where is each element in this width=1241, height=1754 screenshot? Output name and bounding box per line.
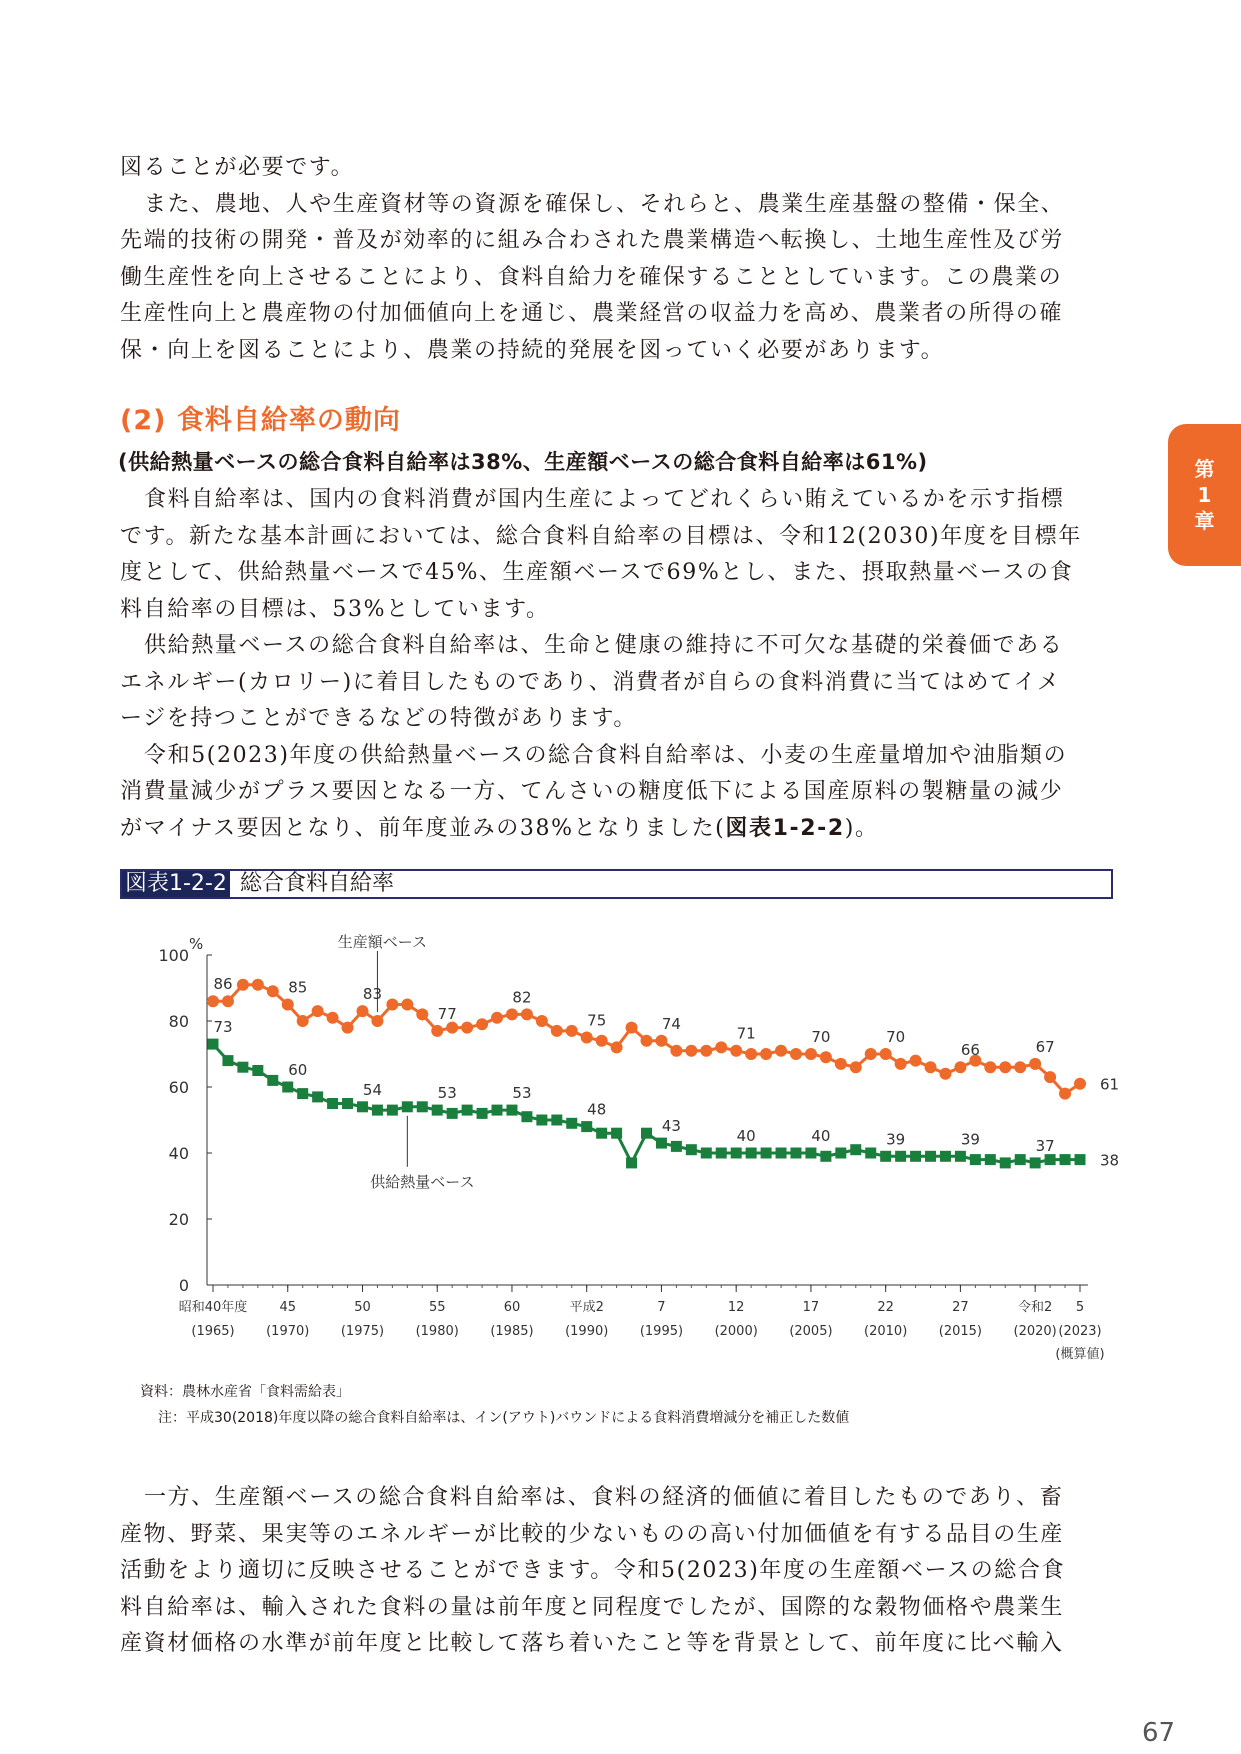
data-point <box>506 1105 517 1116</box>
data-point <box>416 1008 428 1020</box>
data-label: 39 <box>960 1130 980 1149</box>
data-point <box>536 1015 548 1027</box>
data-point <box>954 1061 966 1073</box>
x-tick-label: (1975) <box>340 1324 385 1339</box>
data-point <box>551 1025 563 1037</box>
x-tick-label: 27 <box>952 1300 969 1315</box>
data-point <box>237 979 249 991</box>
data-point <box>746 1148 757 1159</box>
data-point <box>327 1012 339 1024</box>
data-point <box>357 1101 368 1112</box>
series-annotation: 生産額ベース <box>337 933 428 951</box>
x-tick-label: 45 <box>279 1300 297 1315</box>
data-label: 66 <box>960 1041 980 1060</box>
source-note: 資料：農林水産省「食料需給表」 <box>140 1384 350 1400</box>
x-tick-label: (1970) <box>266 1324 310 1339</box>
data-point <box>566 1025 578 1037</box>
data-point <box>970 1154 981 1165</box>
data-point <box>671 1141 682 1152</box>
data-label: 61 <box>1100 1075 1120 1094</box>
text-line: 消費量減少がプラス要因となる一方、てんさいの糖度低下による国産原料の製糖量の減少 <box>120 779 1064 804</box>
y-tick-label: 100 <box>158 946 189 965</box>
x-tick-label: 5 <box>1075 1300 1085 1315</box>
x-tick-label: (1985) <box>490 1324 534 1339</box>
data-label: 38 <box>1100 1151 1120 1170</box>
text-line: がマイナス要因となり、前年度並みの38%となりました(図表1-2-2)。 <box>120 815 879 841</box>
data-point <box>760 1048 772 1060</box>
data-point <box>581 1121 592 1132</box>
data-label: 82 <box>512 988 532 1007</box>
data-point <box>925 1061 937 1073</box>
data-point <box>312 1091 323 1102</box>
chart-axes <box>158 935 1104 1362</box>
data-point <box>297 1015 309 1027</box>
data-point <box>417 1101 428 1112</box>
chart-series <box>207 979 1086 1169</box>
x-tick-label: (2005) <box>789 1324 833 1339</box>
data-point <box>835 1148 846 1159</box>
x-tick-label: 7 <box>657 1300 666 1315</box>
text-line: 供給熱量ベースの総合食料自給率は、生命と健康の維持に不可欠な基礎的栄養価である <box>144 633 1064 658</box>
data-point <box>356 1005 368 1017</box>
data-point <box>700 1045 712 1057</box>
data-point <box>865 1048 877 1060</box>
section-title: (2) 食料自給率の動向 <box>120 405 401 436</box>
data-point <box>670 1045 682 1057</box>
data-point <box>850 1061 862 1073</box>
data-point <box>865 1148 876 1159</box>
data-point <box>910 1151 921 1162</box>
text-line: です。新たな基本計画においては、総合食料自給率の目標は、令和12(2030)年度を目標年 <box>120 523 1082 549</box>
data-point <box>551 1115 562 1126</box>
x-tick-label: (2010) <box>864 1324 908 1339</box>
data-point <box>461 1022 473 1034</box>
data-point <box>267 985 279 997</box>
x-tick-label: 55 <box>428 1300 446 1315</box>
x-tick-label: 50 <box>354 1300 371 1315</box>
x-tick-label: (2020) <box>1013 1324 1057 1339</box>
data-point <box>252 1065 263 1076</box>
closing-paragraph <box>120 1480 1105 1663</box>
data-label: 40 <box>811 1127 831 1145</box>
data-point <box>895 1151 906 1162</box>
chapter-tab-char: 第 <box>1194 457 1215 481</box>
data-point <box>222 995 234 1007</box>
data-label: 39 <box>886 1130 906 1149</box>
text-line: ージを持つことができるなどの特徴があります。 <box>120 706 638 731</box>
intro-paragraph <box>120 150 1105 369</box>
data-label: 60 <box>288 1061 308 1079</box>
data-point <box>222 1055 233 1066</box>
data-point <box>776 1148 787 1159</box>
x-tick-label: (1990) <box>565 1324 609 1339</box>
x-tick-label: 昭和40年度 <box>178 1300 248 1315</box>
data-point <box>716 1148 727 1159</box>
data-point <box>372 1105 383 1116</box>
x-tick-label: 12 <box>727 1300 745 1315</box>
text-line: エネルギー(カロリー)に着目したものであり、消費者が自らの食料消費に当てはめてイメ <box>120 669 1061 695</box>
data-point <box>820 1051 832 1063</box>
data-point <box>940 1151 951 1162</box>
chapter-tab-char: 1 <box>1197 483 1212 507</box>
data-point <box>1014 1061 1026 1073</box>
data-point <box>342 1098 353 1109</box>
data-point <box>985 1154 996 1165</box>
data-label: 70 <box>886 1028 906 1046</box>
data-point <box>820 1151 831 1162</box>
x-tick-label: (1980) <box>415 1324 459 1339</box>
data-point <box>895 1058 907 1070</box>
x-tick-label: 平成2 <box>569 1300 604 1315</box>
text-line: 産物、野菜、果実等のエネルギーが比較的少ないものの高い付加価値を有する品目の生産 <box>120 1521 1065 1547</box>
x-tick-label: (2023) <box>1058 1324 1102 1339</box>
data-point <box>267 1075 278 1086</box>
data-point <box>1074 1078 1086 1090</box>
body-paragraph <box>120 482 1105 847</box>
data-point <box>312 1005 324 1017</box>
data-point <box>342 1022 354 1034</box>
data-point <box>910 1055 922 1067</box>
data-point <box>447 1108 458 1119</box>
x-tick-label: 60 <box>503 1300 521 1315</box>
data-point <box>939 1068 951 1080</box>
data-point <box>1045 1154 1056 1165</box>
data-point <box>491 1012 503 1024</box>
data-point <box>880 1151 891 1162</box>
data-point <box>999 1061 1011 1073</box>
data-point <box>431 1025 443 1037</box>
x-tick-label: (1995) <box>639 1324 684 1339</box>
data-point <box>566 1118 577 1129</box>
data-point <box>641 1035 653 1047</box>
data-point <box>536 1115 547 1126</box>
text-line: 働生産性を向上させることにより、食料自給力を確保することとしています。この農業の <box>120 264 1063 290</box>
data-point <box>521 1008 533 1020</box>
x-tick-label: 令和2 <box>1018 1300 1053 1315</box>
figure-header <box>120 869 1113 899</box>
data-label: 75 <box>587 1011 607 1030</box>
data-point <box>611 1128 622 1139</box>
data-point <box>761 1148 772 1159</box>
data-point <box>207 995 219 1007</box>
data-point <box>805 1148 816 1159</box>
data-point <box>626 1022 638 1034</box>
x-tick-label: (概算値) <box>1055 1347 1105 1362</box>
data-label: 40 <box>736 1127 756 1145</box>
data-label: 71 <box>736 1024 756 1043</box>
data-point <box>686 1144 697 1155</box>
data-point <box>596 1035 608 1047</box>
text-line: 生産性向上と農産物の付加価値向上を通じ、農業経営の収益力を高め、農業者の所得の確 <box>120 301 1064 326</box>
data-point <box>790 1148 801 1159</box>
data-point <box>581 1032 593 1044</box>
data-point <box>402 1101 413 1112</box>
text-line: 食料自給率は、国内の食料消費が国内生産によってどれくらい賄えているかを示す指標 <box>144 487 1065 512</box>
data-point <box>984 1061 996 1073</box>
figure-label: 図表1-2-2 <box>122 871 230 897</box>
text-line: 保・向上を図ることにより、農業の持続的発展を図っていく必要があります。 <box>120 337 945 363</box>
y-axis-unit: % <box>189 935 204 953</box>
data-point <box>850 1144 861 1155</box>
page-number: 67 <box>1142 1718 1176 1748</box>
chart-labels <box>213 933 1119 1191</box>
data-point <box>462 1105 473 1116</box>
self-sufficiency-chart <box>120 920 1120 1370</box>
text-line: 料自給率の目標は、53%としています。 <box>120 596 550 622</box>
data-label: 37 <box>1035 1136 1055 1155</box>
data-point <box>641 1128 652 1139</box>
data-point <box>715 1041 727 1053</box>
data-point <box>208 1039 219 1050</box>
x-tick-label: (2015) <box>938 1324 983 1339</box>
text-line: 一方、生産額ベースの総合食料自給率は、食料の経済的価値に着目したものであり、畜 <box>144 1485 1064 1510</box>
data-point <box>252 979 264 991</box>
data-point <box>1029 1058 1041 1070</box>
data-point <box>731 1148 742 1159</box>
y-tick-label: 20 <box>168 1210 189 1229</box>
data-label: 74 <box>661 1014 681 1033</box>
data-point <box>745 1048 757 1060</box>
chapter-tab <box>1168 424 1241 566</box>
text-line: 令和5(2023)年度の供給熱量ベースの総合食料自給率は、小麦の生産量増加や油脂類の <box>144 742 1068 768</box>
data-label: 48 <box>587 1100 607 1119</box>
data-point <box>1000 1157 1011 1168</box>
data-point <box>596 1128 607 1139</box>
data-label: 73 <box>213 1018 233 1037</box>
data-label: 53 <box>512 1084 532 1103</box>
text-line: 度として、供給熱量ベースで45%、生産額ベースで69%とし、また、摂取熱量ベースの食 <box>120 560 1074 585</box>
x-tick-label: 22 <box>877 1300 894 1315</box>
data-point <box>506 1008 518 1020</box>
data-point <box>835 1058 847 1070</box>
data-label: 67 <box>1035 1037 1055 1056</box>
data-point <box>925 1151 936 1162</box>
data-point <box>446 1022 458 1034</box>
x-tick-label: (1965) <box>191 1324 235 1339</box>
data-label: 83 <box>362 985 383 1004</box>
text-line: また、農地、人や生産資材等の資源を確保し、それらと、農業生産基盤の整備・保全、 <box>144 191 1065 217</box>
data-point <box>282 1082 293 1093</box>
data-point <box>701 1148 712 1159</box>
data-point <box>656 1138 667 1149</box>
text-line: 図ることが必要です。 <box>120 155 355 180</box>
y-tick-label: 0 <box>178 1276 189 1295</box>
data-label: 86 <box>213 975 233 994</box>
y-tick-label: 60 <box>168 1078 189 1097</box>
data-point <box>611 1041 623 1053</box>
data-point <box>626 1157 637 1168</box>
footnote: 注：平成30(2018)年度以降の総合食料自給率は、イン(アウト)バウンドによる食料消費増減分を補正した数値 <box>158 1410 850 1426</box>
data-label: 54 <box>362 1080 383 1099</box>
data-label: 43 <box>661 1117 681 1136</box>
data-point <box>685 1045 697 1057</box>
text-line: 先端的技術の開発・普及が効率的に組み合わされた農業構造へ転換し、土地生産性及び労 <box>120 228 1065 253</box>
data-point <box>1059 1088 1071 1100</box>
data-point <box>521 1111 532 1122</box>
chapter-tab-char: 章 <box>1194 509 1215 533</box>
figure-title: 総合食料自給率 <box>240 871 395 896</box>
data-point <box>237 1062 248 1073</box>
data-point <box>387 1105 398 1116</box>
data-point <box>955 1151 966 1162</box>
data-point <box>790 1048 802 1060</box>
data-point <box>1044 1071 1056 1083</box>
data-point <box>1030 1157 1041 1168</box>
figure-reference: 図表1-2-2 <box>725 815 845 841</box>
data-point <box>1015 1154 1026 1165</box>
data-point <box>297 1088 308 1099</box>
data-point <box>371 1015 383 1027</box>
data-label: 77 <box>437 1004 457 1023</box>
x-tick-label: (2000) <box>714 1324 758 1339</box>
x-tick-label: 17 <box>802 1300 820 1315</box>
data-point <box>1075 1154 1086 1165</box>
data-point <box>401 999 413 1011</box>
data-point <box>655 1035 667 1047</box>
data-point <box>880 1048 892 1060</box>
data-point <box>805 1048 817 1060</box>
data-point <box>476 1018 488 1030</box>
series-annotation: 供給熱量ベース <box>370 1172 475 1191</box>
data-point <box>432 1105 443 1116</box>
y-tick-label: 80 <box>168 1012 189 1031</box>
data-point <box>386 999 398 1011</box>
text-line: 産資材価格の水準が前年度と比較して落ち着いたこと等を背景として、前年度に比べ輸入 <box>120 1631 1064 1656</box>
data-point <box>775 1045 787 1057</box>
data-point <box>492 1105 503 1116</box>
data-point <box>477 1108 488 1119</box>
data-point <box>730 1045 742 1057</box>
data-point <box>327 1098 338 1109</box>
data-label: 85 <box>288 978 308 997</box>
text-line: 料自給率は、輸入された食料の量は前年度と同程度でしたが、国際的な穀物価格や農業生 <box>120 1594 1065 1620</box>
y-tick-label: 40 <box>168 1144 189 1163</box>
data-label: 70 <box>811 1028 831 1046</box>
data-label: 53 <box>437 1084 457 1103</box>
text-line: 活動をより適切に反映させることができます。令和5(2023)年度の生産額ベースの総合食 <box>120 1558 1066 1583</box>
subsection-title: (供給熱量ベースの総合食料自給率は38%、生産額ベースの総合食料自給率は61%) <box>118 450 928 474</box>
data-point <box>1060 1154 1071 1165</box>
data-point <box>282 999 294 1011</box>
